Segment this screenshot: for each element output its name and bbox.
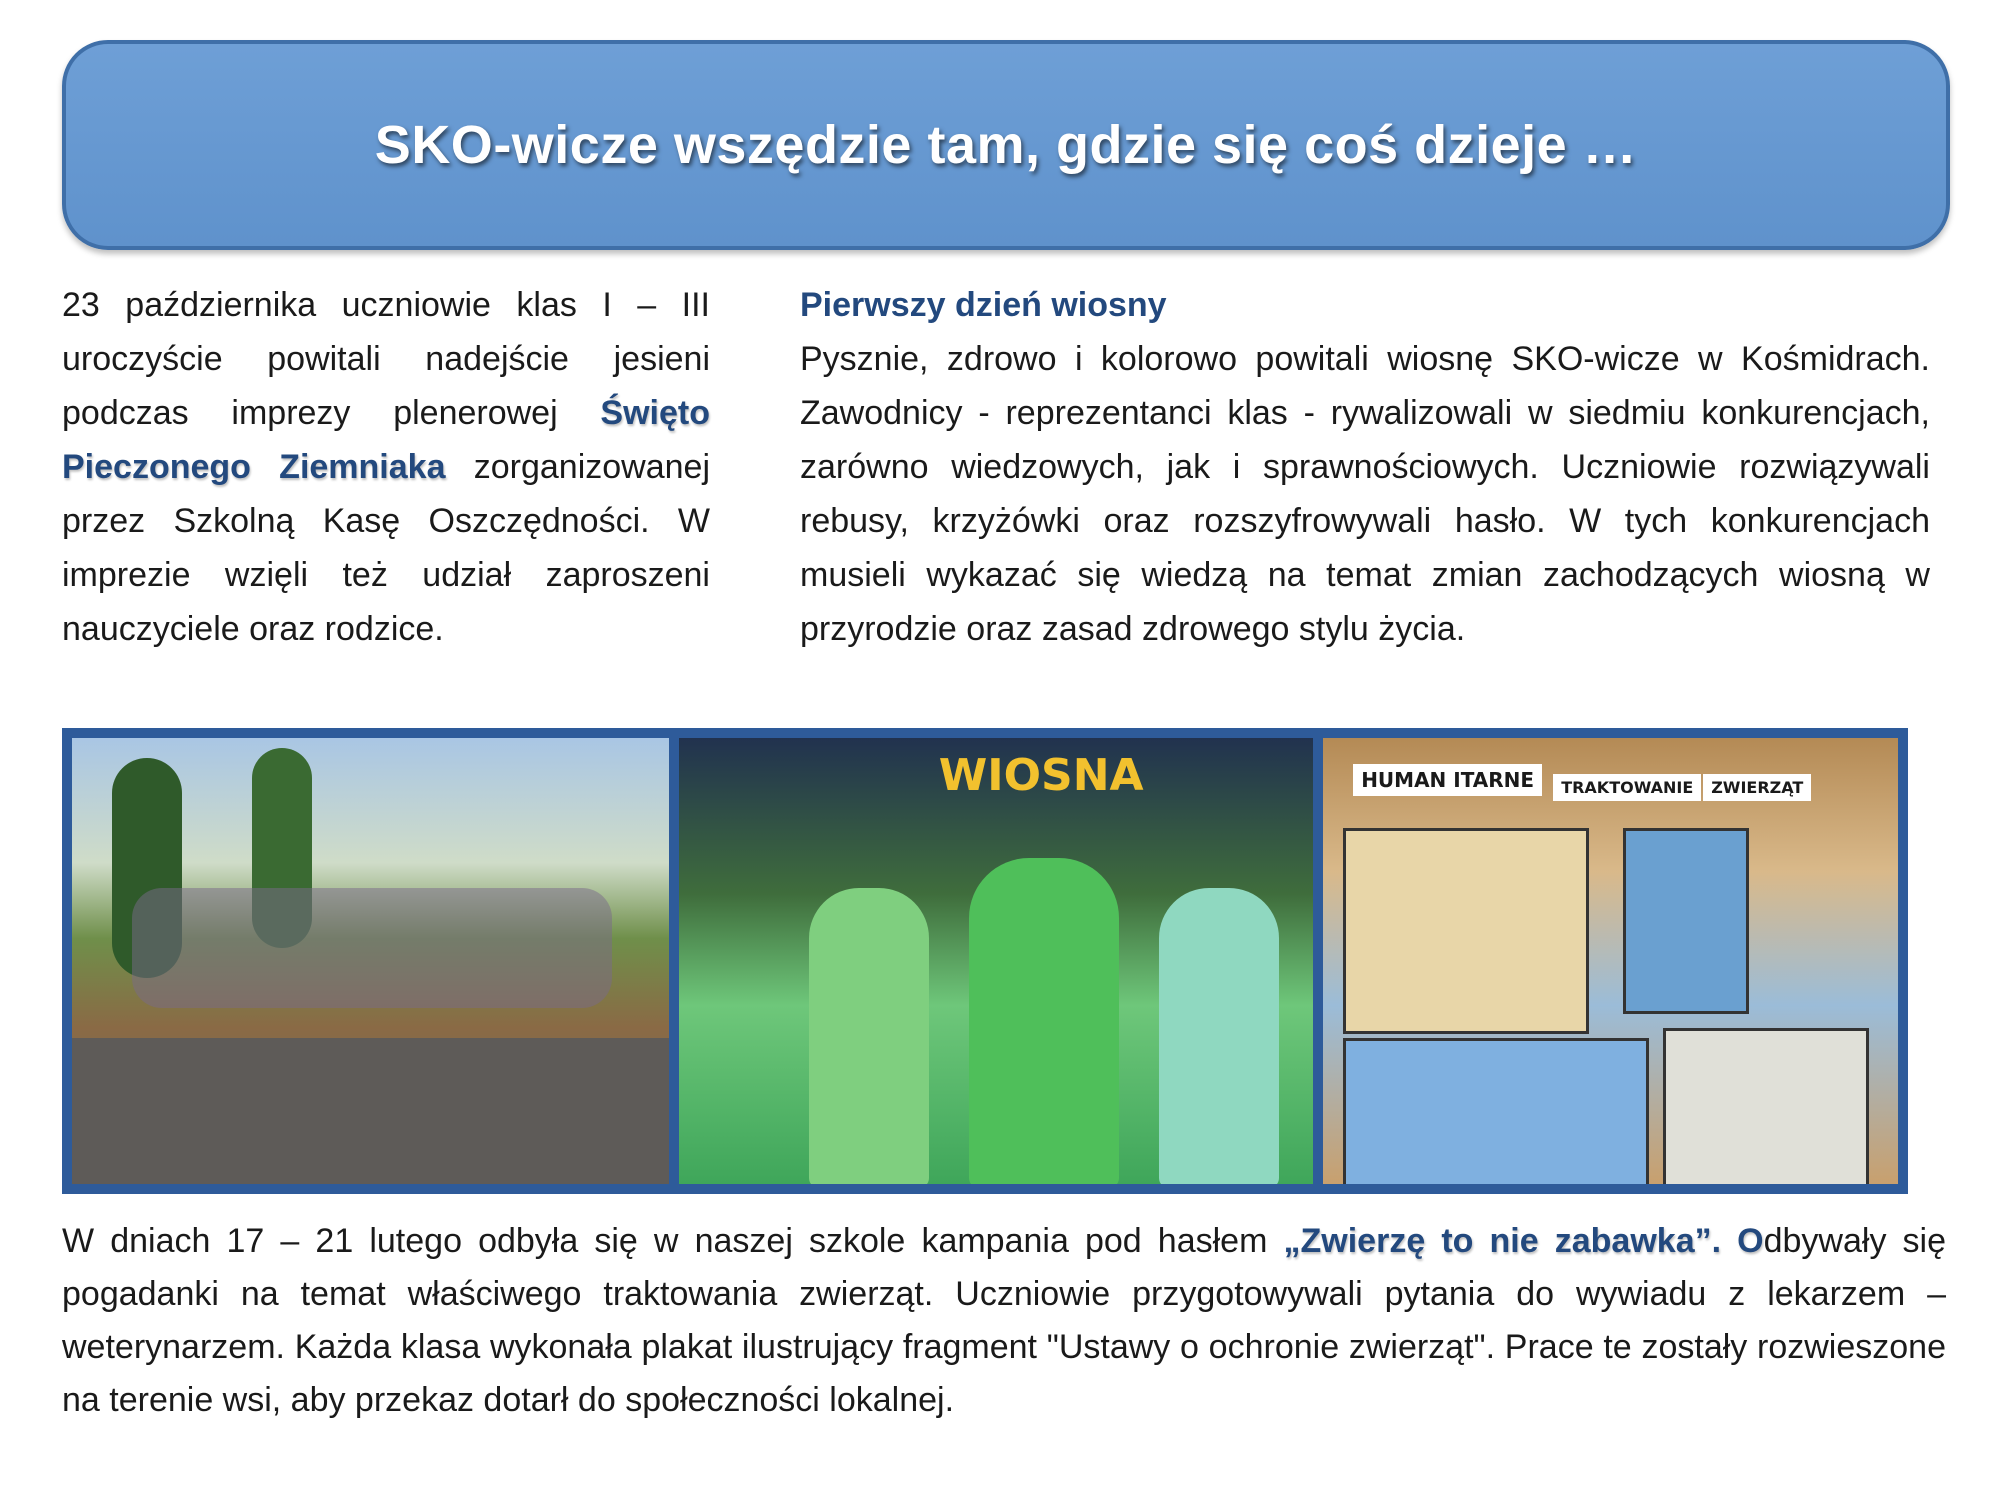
photo-potato-festival (72, 738, 669, 1184)
animal-campaign-article (62, 1215, 1946, 1427)
autumn-article (62, 278, 710, 656)
title-banner (62, 40, 1950, 250)
campaign-slogan: „Zwierzę to nie zabawka”. (1283, 1222, 1722, 1260)
event-name: Święto Pieczonego Ziemniaka (62, 394, 710, 486)
autumn-text-start: 23 października uczniowie klas I – III uroczyście powitali nadejście jesieni podczas imprezy plenerowej (62, 286, 710, 432)
wiosna-sign: WIOSNA (938, 750, 1144, 801)
campaign-text-end: dbywały się pogadanki na temat właściwego traktowania zwierząt. Uczniowie przygotowywali pytania do wywiadu z lekarzem – weterynarzem. Każda klasa wykonała plakat ilustrujący fragment "Ustawy o ochronie zwierząt". Prace te zostały rozwieszone na terenie wsi, aby przekaz dotarł do społeczności lokalnej. (62, 1222, 1947, 1419)
spring-title: Pierwszy dzień wiosny (800, 286, 1167, 324)
photo-spring-costumes (679, 738, 1313, 1184)
autumn-text-end: zorganizowanej przez Szkolną Kasę Oszczędności. W imprezie wzięli też udział zaproszeni nauczyciele oraz rodzice. (62, 448, 710, 648)
poster-sign-2: TRAKTOWANIE (1553, 774, 1701, 801)
poster-sign-3: ZWIERZĄT (1703, 774, 1811, 801)
photo-animal-posters (1323, 738, 1898, 1184)
campaign-text-start: W dniach 17 – 21 lutego odbyła się w naszej szkole kampania pod hasłem (62, 1222, 1284, 1260)
campaign-first-letter: O (1737, 1222, 1764, 1260)
poster-sign-1: HUMAN ITARNE (1353, 764, 1542, 796)
spring-body: Pysznie, zdrowo i kolorowo powitali wiosnę SKO-wicze w Kośmidrach. Zawodnicy - reprezentanci klas - rywalizowali w siedmiu konkurencjach, zarówno wiedzowych, jak i sprawnościowych. Uczniowie rozwiązywali rebusy, krzyżówki oraz rozszyfrowywali hasło. W tych konkurencjach musieli wykazać się wiedzą na temat zmian zachodzących wiosną w przyrodzie oraz zasad zdrowego stylu życia. (800, 340, 1930, 648)
photo-strip (62, 728, 1908, 1194)
page-title: SKO-wicze wszędzie tam, gdzie się coś dzieje … (374, 115, 1638, 175)
spring-article (800, 278, 1930, 656)
